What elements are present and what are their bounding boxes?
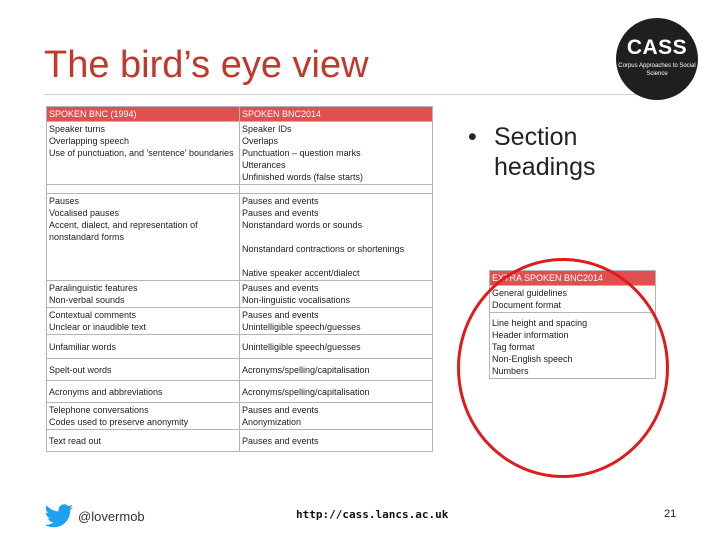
table-cell-left bbox=[47, 403, 240, 430]
comparison-table bbox=[46, 106, 433, 452]
cell-line: Accent, dialect, and representation of nonstandard forms bbox=[49, 220, 198, 242]
cell-line: Nonstandard words or sounds bbox=[242, 220, 363, 230]
cell-line: Non-verbal sounds bbox=[49, 295, 125, 305]
cell-line: Pauses and events bbox=[242, 196, 319, 206]
logo-tagline: Corpus Approaches to Social Science bbox=[618, 63, 696, 77]
cell-line: Codes used to preserve anonymity bbox=[49, 417, 189, 427]
extra-item: Header information bbox=[492, 330, 569, 340]
cell-line: Speaker IDs bbox=[242, 124, 292, 134]
extra-item: General guidelines bbox=[492, 288, 568, 298]
twitter-handle bbox=[44, 504, 145, 528]
logo-name: CASS bbox=[626, 36, 688, 59]
table-cell-right bbox=[240, 430, 433, 452]
table-cell-right bbox=[240, 359, 433, 381]
cell-line: Acronyms/spelling/capitalisation bbox=[242, 364, 370, 375]
table-row bbox=[47, 194, 433, 281]
slide-title: The bird’s eye view bbox=[44, 44, 369, 86]
cell-line: Pauses and events bbox=[242, 405, 319, 415]
cell-line: Text read out bbox=[49, 435, 102, 446]
cell-line: Unintelligible speech/guesses bbox=[242, 322, 361, 332]
cell-line: Native speaker accent/dialect bbox=[242, 268, 360, 278]
footer-url[interactable]: http://cass.lancs.ac.uk bbox=[296, 508, 449, 521]
cell-line: Pauses and events bbox=[242, 283, 319, 293]
spacer-cell bbox=[47, 185, 240, 194]
table-row bbox=[47, 281, 433, 308]
cell-line: Punctuation – question marks bbox=[242, 148, 361, 158]
cell-line: Pauses and events bbox=[242, 208, 319, 218]
cell-line: Spelt-out words bbox=[49, 364, 112, 375]
table-cell-right bbox=[240, 308, 433, 335]
table-cell-left bbox=[47, 122, 240, 185]
table-cell-left bbox=[47, 381, 240, 403]
cell-line: Contextual comments bbox=[49, 310, 137, 320]
extra-item: Tag format bbox=[492, 342, 535, 352]
table-cell-right bbox=[240, 122, 433, 185]
table-cell-left bbox=[47, 194, 240, 281]
cell-line: Use of punctuation, and 'sentence' boundaries bbox=[49, 148, 234, 158]
handle-text: @lovermob bbox=[78, 508, 145, 524]
cell-line: Pauses bbox=[49, 196, 80, 206]
cell-line: Acronyms and abbreviations bbox=[49, 386, 163, 397]
cell-line: Anonymization bbox=[242, 417, 302, 427]
cell-line: Paralinguistic features bbox=[49, 283, 138, 293]
table-cell-left bbox=[47, 430, 240, 452]
bullet-line: headings bbox=[494, 153, 596, 181]
cell-line: Pauses and events bbox=[242, 310, 319, 320]
cass-logo bbox=[616, 18, 698, 100]
table-cell-right bbox=[240, 194, 433, 281]
highlight-circle bbox=[457, 258, 669, 478]
table-cell-left bbox=[47, 359, 240, 381]
bullet-line: Section bbox=[494, 123, 578, 151]
cell-line: Unclear or inaudible text bbox=[49, 322, 147, 332]
table-row bbox=[47, 335, 433, 359]
header-spoken-bnc2014: SPOKEN BNC2014 bbox=[240, 107, 433, 122]
table-row bbox=[47, 403, 433, 430]
table-row bbox=[47, 308, 433, 335]
table-cell-left bbox=[47, 335, 240, 359]
title-divider bbox=[44, 94, 644, 95]
cell-line: Telephone conversations bbox=[49, 405, 149, 415]
extra-item: Line height and spacing bbox=[492, 318, 588, 328]
cell-line: Acronyms/spelling/capitalisation bbox=[242, 386, 370, 397]
table-cell-right bbox=[240, 403, 433, 430]
table-cell-right bbox=[240, 281, 433, 308]
cell-line: Speaker turns bbox=[49, 124, 106, 134]
spacer-cell bbox=[240, 185, 433, 194]
cell-line: Utterances bbox=[242, 160, 286, 170]
page-number: 21 bbox=[664, 508, 677, 520]
header-spoken-bnc-1994: SPOKEN BNC (1994) bbox=[47, 107, 240, 122]
cell-line: Unfinished words (false starts) bbox=[242, 172, 364, 182]
extra-header: EXTRA SPOKEN BNC2014 bbox=[490, 271, 656, 286]
extra-item: Numbers bbox=[492, 366, 529, 376]
table-row bbox=[47, 122, 433, 185]
table-cell-right bbox=[240, 335, 433, 359]
twitter-bird-icon bbox=[44, 504, 74, 528]
table-cell-right bbox=[240, 381, 433, 403]
cell-line: Unintelligible speech/guesses bbox=[242, 341, 361, 352]
cell-line: Unfamiliar words bbox=[49, 341, 117, 352]
table-cell-left bbox=[47, 308, 240, 335]
cell-line: Overlaps bbox=[242, 136, 279, 146]
table-row bbox=[47, 381, 433, 403]
cell-line: Pauses and events bbox=[242, 435, 319, 446]
cell-line: Nonstandard contractions or shortenings bbox=[242, 244, 405, 254]
cell-line: Non-linguistic vocalisations bbox=[242, 295, 351, 305]
table-row bbox=[47, 359, 433, 381]
extra-item: Non-English speech bbox=[492, 354, 573, 364]
table-row bbox=[47, 430, 433, 452]
table-header-row bbox=[47, 107, 433, 122]
table-cell-left bbox=[47, 281, 240, 308]
cell-line: Overlapping speech bbox=[49, 136, 130, 146]
table-spacer-row bbox=[47, 185, 433, 194]
bullet-dot: • bbox=[468, 123, 477, 151]
cell-line: Vocalised pauses bbox=[49, 208, 120, 218]
section-headings-bullet bbox=[468, 122, 595, 182]
extra-item: Document format bbox=[492, 300, 562, 310]
